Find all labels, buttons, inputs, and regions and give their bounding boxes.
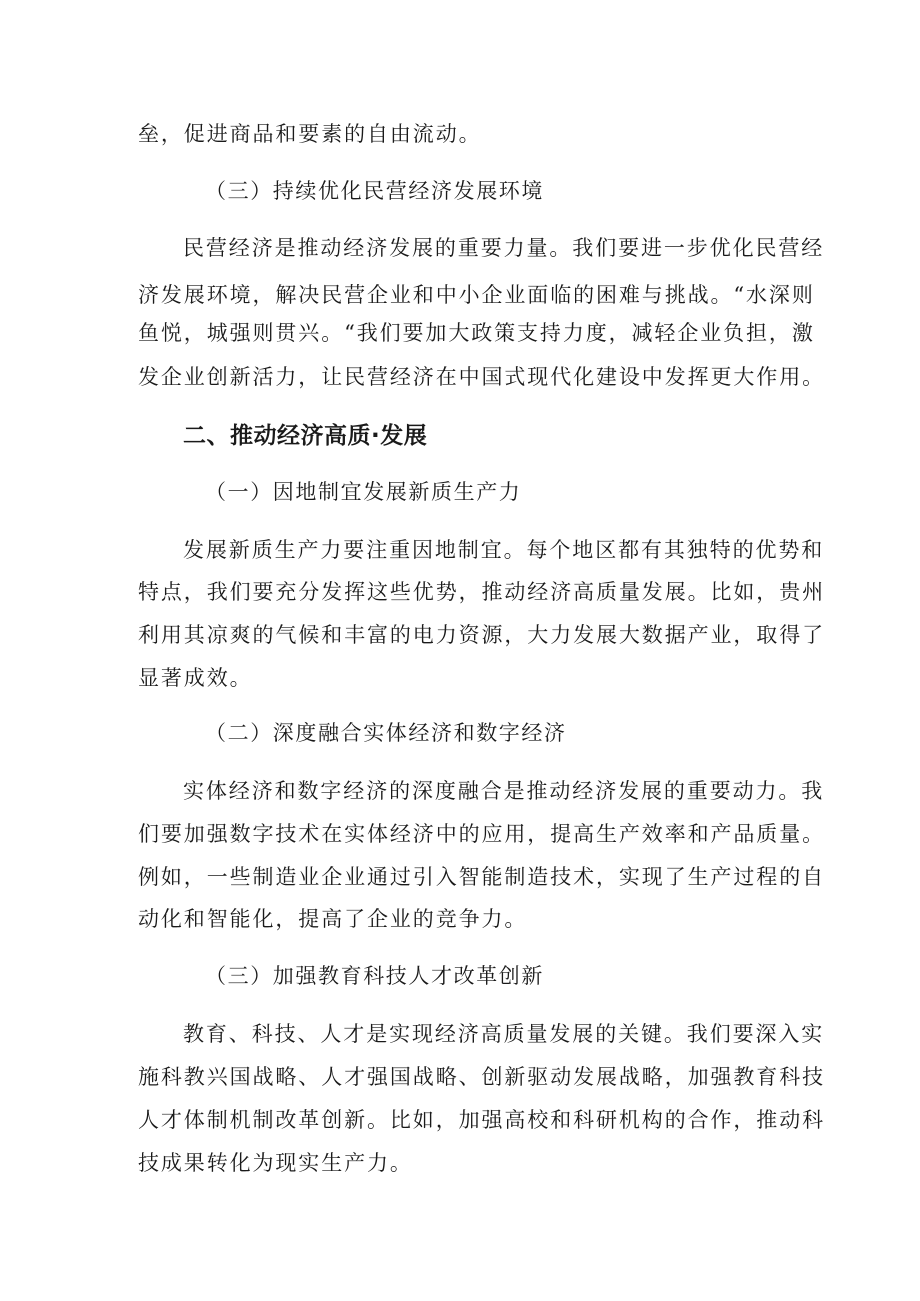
paragraph-line: 施科教兴国战略、人才强国战略、创新驱动发展战略，加强教育科技 [138,1065,825,1089]
paragraph-line: 动化和智能化，提高了企业的竞争力。 [138,907,528,931]
paragraph-line: 济发展环境，解决民营企业和中小企业面临的困难与挑战。“水深则 [138,283,815,307]
subheading: （一）因地制宜发展新质生产力 [205,480,522,504]
paragraph-line: 鱼悦，城强则贯兴。“我们要加大政策支持力度，减轻企业负担，激 [138,321,815,345]
paragraph-line: 垒，促进商品和要素的自由流动。 [138,122,482,146]
subheading: （二）深度融合实体经济和数字经济 [205,721,567,745]
paragraph-line: 实体经济和数字经济的深度融合是推动经济发展的重要动力。我 [183,779,825,803]
paragraph-line: 发展新质生产力要注重因地制宜。每个地区都有其独特的优势和 [183,538,825,562]
subheading: （三）持续优化民营经济发展环境 [205,179,544,203]
paragraph-line: 显著成效。 [138,666,253,690]
paragraph-line: 特点，我们要充分发挥这些优势，推动经济高质量发展。比如，贵州 [138,580,825,604]
section-heading: 二、推动经济高质·发展 [183,423,428,449]
paragraph-line: 们要加强数字技术在实体经济中的应用，提高生产效率和产品质量。 [138,822,825,846]
paragraph-line: 民营经济是推动经济发展的重要力量。我们要进一步优化民营经 [183,236,825,260]
paragraph-line: 人才体制机制改革创新。比如，加强高校和科研机构的合作，推动科 [138,1108,825,1132]
paragraph-line: 技成果转化为现实生产力。 [138,1151,413,1175]
subheading: （三）加强教育科技人才改革创新 [205,964,544,988]
paragraph-line: 发企业创新活力，让民营经济在中国式现代化建设中发挥更大作用。 [138,365,825,389]
paragraph-line: 例如，一些制造业企业通过引入智能制造技术，实现了生产过程的自 [138,865,825,889]
paragraph-line: 利用其凉爽的气候和丰富的电力资源，大力发展大数据产业，取得了 [138,623,825,647]
paragraph-line: 教育、科技、人才是实现经济高质量发展的关键。我们要深入实 [183,1022,825,1046]
